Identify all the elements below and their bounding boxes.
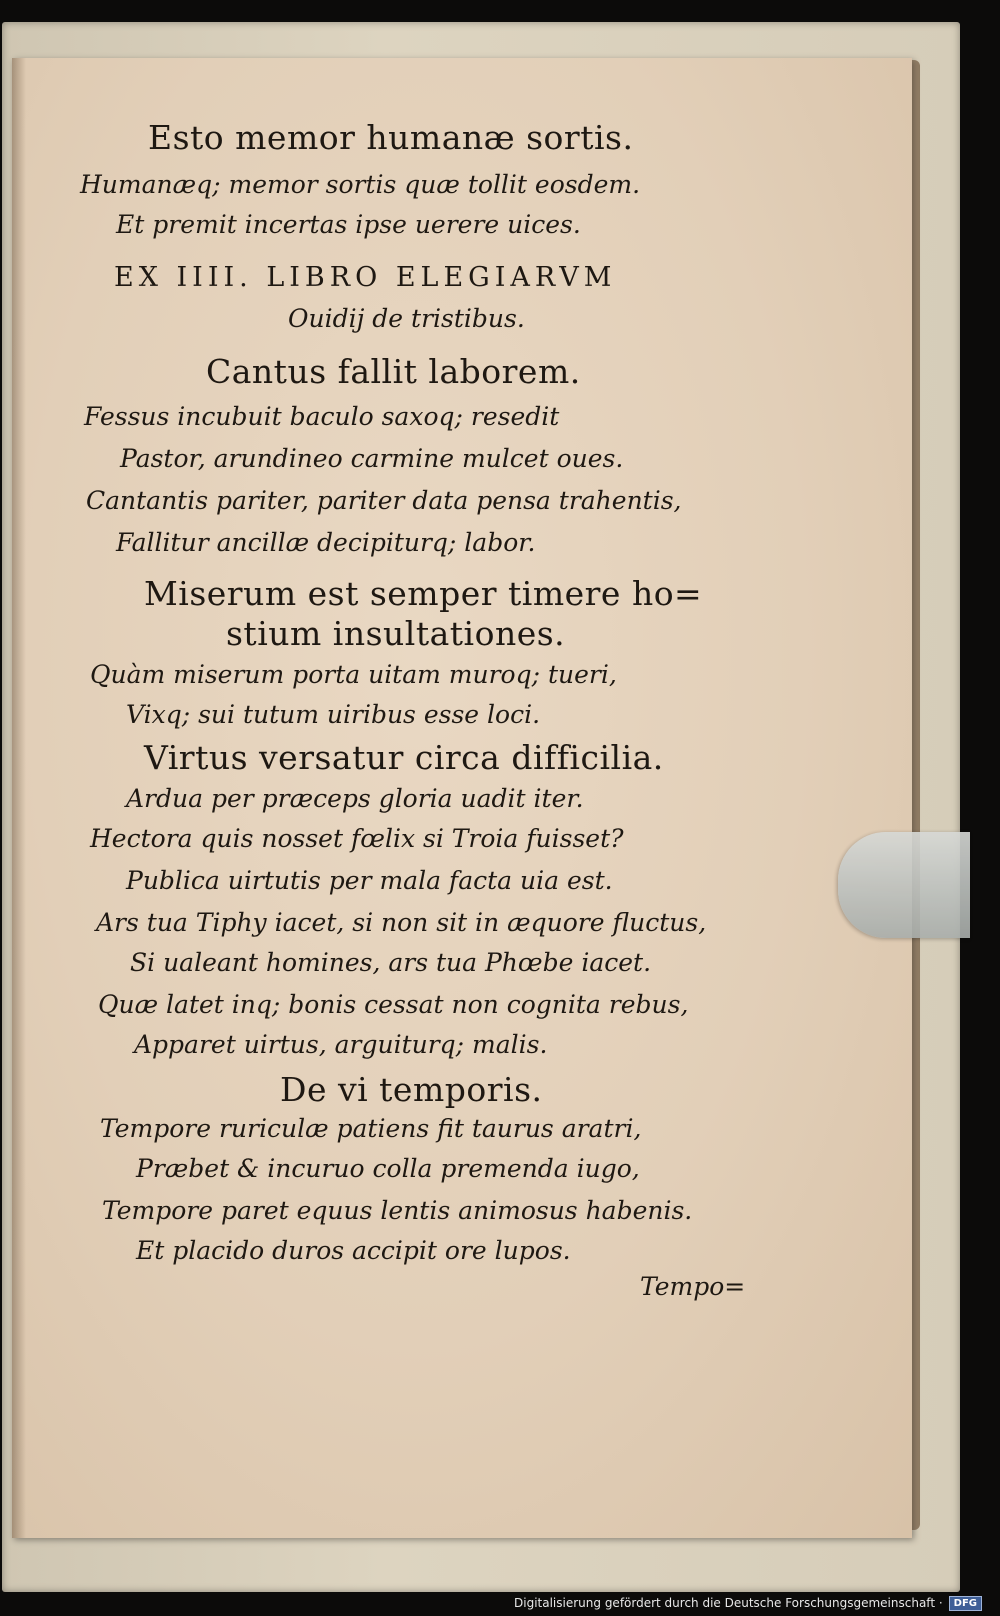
verse-line: Si ualeant homines, ars tua Phœbe iacet. [130,948,652,977]
gutter-shadow [12,58,26,1538]
verse-line: Vixq; sui tutum uiribus esse loci. [126,700,541,729]
verse-line: Quæ latet inq; bonis cessat non cognita rebus, [98,990,689,1019]
verse-line: Hectora quis nosset fœlix si Troia fuisset? [90,824,624,853]
verse-line: Et premit incertas ipse uerere uices. [116,210,581,239]
heading-cantus: Cantus fallit laborem. [206,352,581,391]
catchword: Tempo= [640,1272,746,1301]
verse-line: Publica uirtutis per mala facta uia est. [126,866,613,895]
heading-miserum: Miserum est semper timere ho= [144,574,703,613]
verse-line: Tempore ruriculæ patiens fit taurus aratri, [100,1114,642,1143]
verse-line: Fessus incubuit baculo saxoq; resedit [84,402,560,431]
book-clip [838,832,970,938]
verse-line: Præbet & incuruo colla premenda iugo, [136,1154,640,1183]
verse-line: Quàm miserum porta uitam muroq; tueri, [90,660,617,689]
verse-line: Fallitur ancillæ decipiturq; labor. [116,528,536,557]
footer-credit [514,1592,982,1614]
section-title: EX IIII. LIBRO ELEGIARVM [114,262,617,293]
heading-miserum-cont: stium insultationes. [226,614,566,653]
verse-line: Apparet uirtus, arguiturq; malis. [134,1030,548,1059]
funding-note: Digitalisierung gefördert durch die Deutsche Forschungsgemeinschaft · [514,1596,943,1610]
section-subtitle: Ouidij de tristibus. [288,304,525,333]
verse-line: Ardua per præceps gloria uadit iter. [126,784,584,813]
verse-line: Humanæq; memor sortis quæ tollit eosdem. [80,170,641,199]
verse-line: Et placido duros accipit ore lupos. [136,1236,571,1265]
dfg-logo: DFG [949,1596,982,1611]
verse-line: Pastor, arundineo carmine mulcet oues. [120,444,624,473]
heading-virtus: Virtus versatur circa difficilia. [144,738,664,777]
heading-de-vi-temporis: De vi temporis. [280,1070,543,1109]
verse-line: Tempore paret equus lentis animosus habenis. [102,1196,693,1225]
heading-esto-memor: Esto memor humanæ sortis. [148,118,634,157]
verse-line: Cantantis pariter, pariter data pensa trahentis, [86,486,682,515]
verse-line: Ars tua Tiphy iacet, si non sit in æquore fluctus, [96,908,707,937]
